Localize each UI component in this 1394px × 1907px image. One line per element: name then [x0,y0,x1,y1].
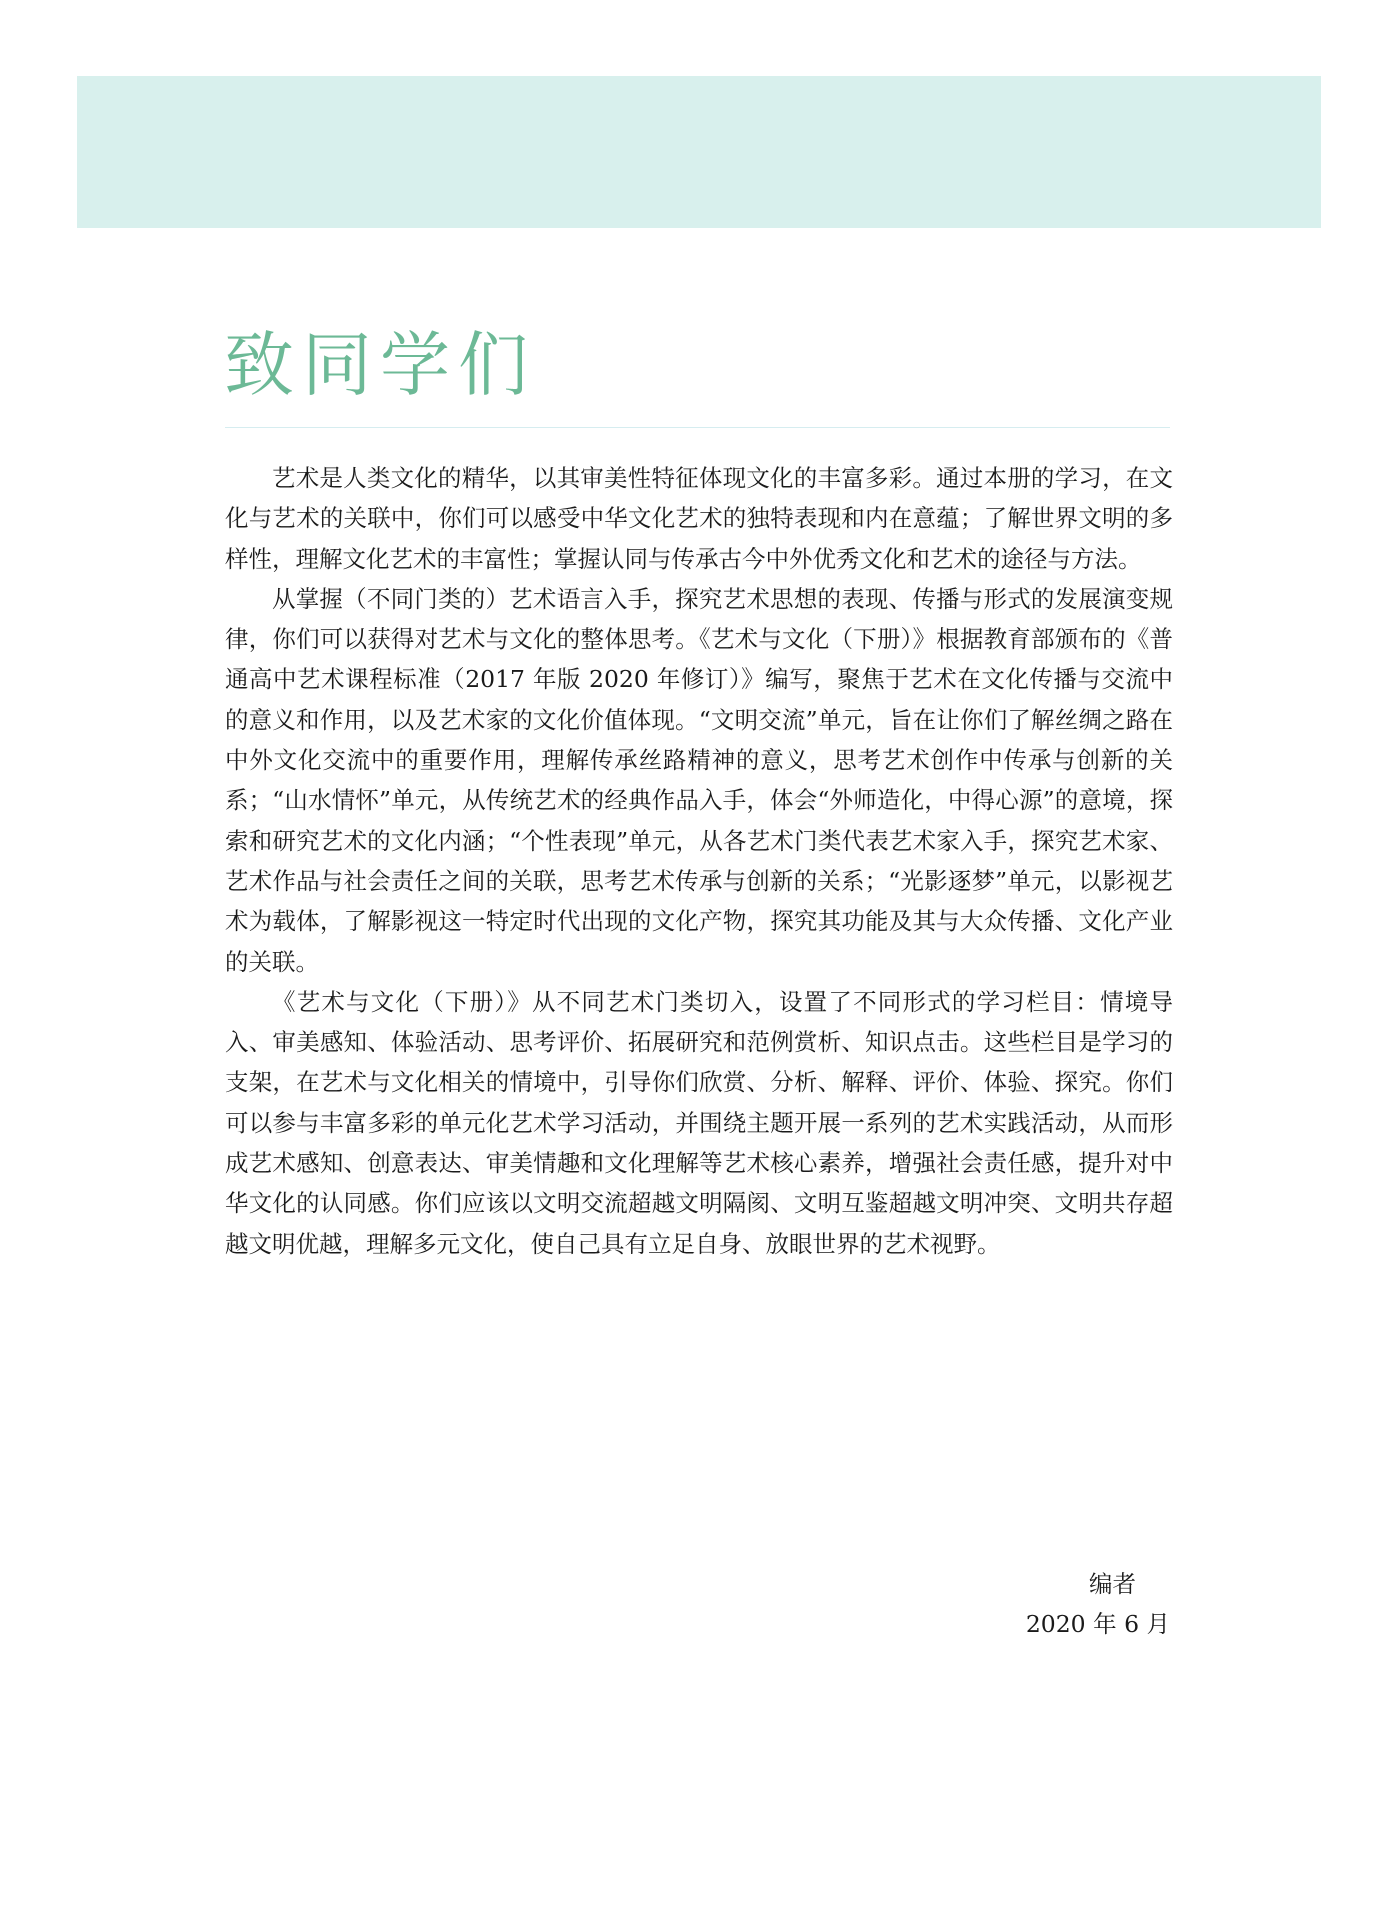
signature-date: 2020 年 6 月 [1025,1610,1170,1638]
letter-body [225,458,1173,1264]
paragraph-1: 艺术是人类文化的精华，以其审美性特征体现文化的丰富多彩。通过本册的学习，在文化与艺术的关联中，你们可以感受中华文化艺术的独特表现和内在意蕴；了解世界文明的多样性，理解文化艺术的丰富性；掌握认同与传承古今中外优秀文化和艺术的途径与方法。 [225,464,1173,573]
signature-block [1026,1564,1170,1644]
header-band [77,76,1321,228]
signature-author: 编者 [1089,1570,1136,1598]
paragraph-2: 从掌握（不同门类的）艺术语言入手，探究艺术思想的表现、传播与形式的发展演变规律，你们可以获得对艺术与文化的整体思考。《艺术与文化（下册）》根据教育部颁布的《普通高中艺术课程标准（2017 年版 2020 年修订）》编写，聚焦于艺术在文化传播与交流中的意义和作用，以及艺术家的文化价值体现。“文明交流”单元，旨在让你们了解丝绸之路在中外文化交流中的重要作用，理解传承丝路精神的意义，思考艺术创作中传承与创新的关系；“山水情怀”单元，从传统艺术的经典作品入手，体会“外师造化，中得心源”的意境，探索和研究艺术的文化内涵；“个性表现”单元，从各艺术门类代表艺术家入手，探究艺术家、艺术作品与社会责任之间的关联，思考艺术传承与创新的关系；“光影逐梦”单元，以影视艺术为载体，了解影视这一特定时代出现的文化产物，探究其功能及其与大众传播、文化产业的关联。 [225,584,1173,976]
page-title: 致同学们 [224,324,536,406]
title-divider [225,427,1170,428]
paragraph-3: 《艺术与文化（下册）》从不同艺术门类切入，设置了不同形式的学习栏目：情境导入、审美感知、体验活动、思考评价、拓展研究和范例赏析、知识点击。这些栏目是学习的支架，在艺术与文化相关的情境中，引导你们欣赏、分析、解释、评价、体验、探究。你们可以参与丰富多彩的单元化艺术学习活动，并围绕主题开展一系列的艺术实践活动，从而形成艺术感知、创意表达、审美情趣和文化理解等艺术核心素养，增强社会责任感，提升对中华文化的认同感。你们应该以文明交流超越文明隔阂、文明互鉴超越文明冲突、文明共存超越文明优越，理解多元文化，使自己具有立足自身、放眼世界的艺术视野。 [225,987,1173,1258]
